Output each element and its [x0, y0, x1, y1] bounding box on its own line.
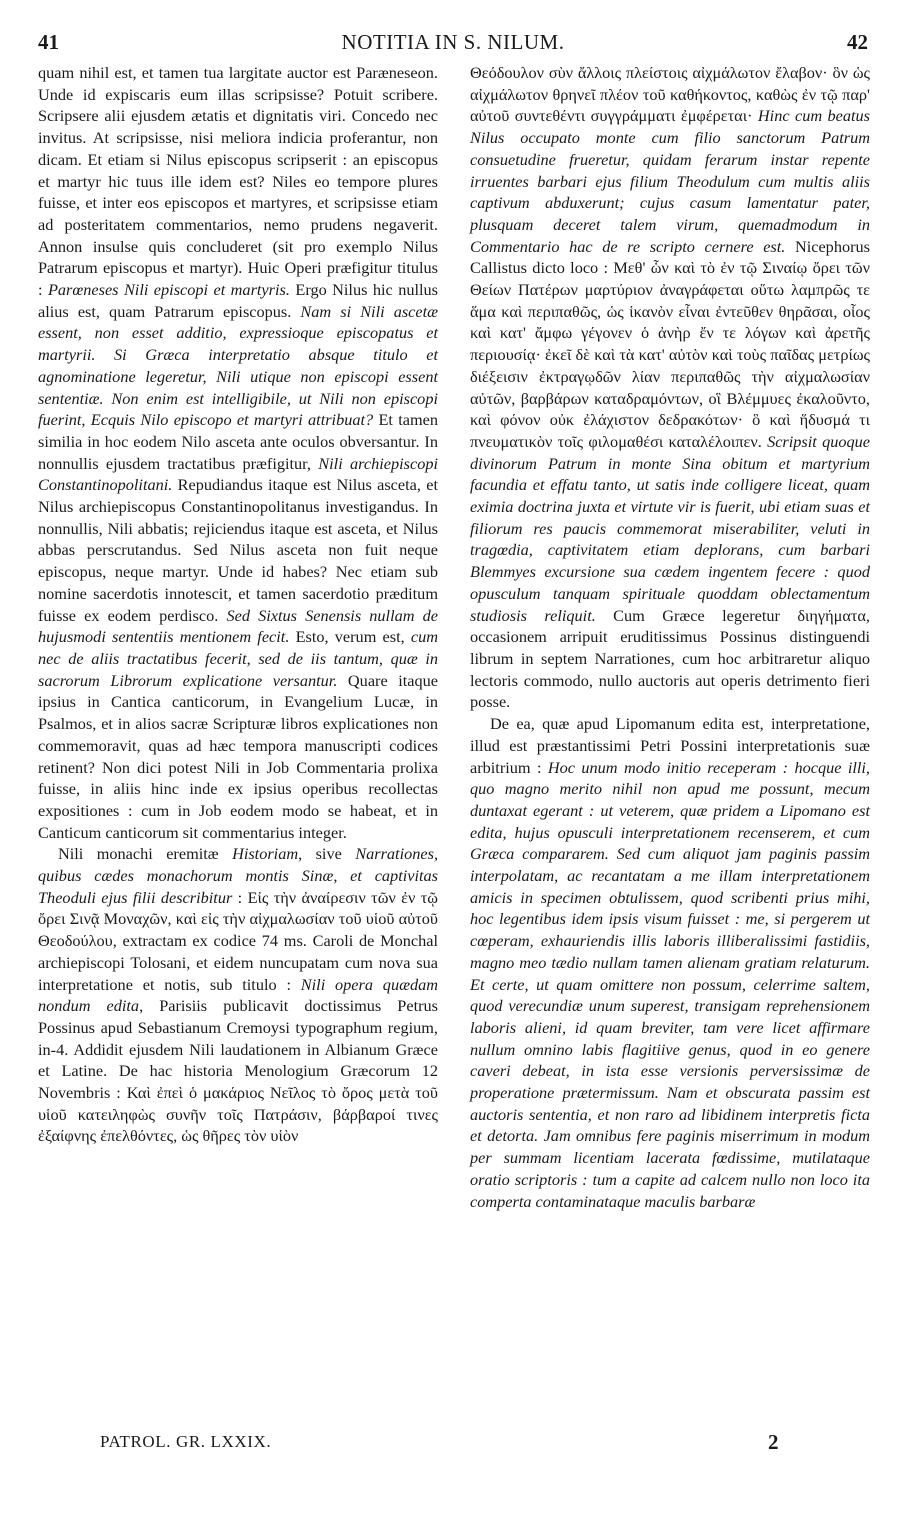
- signature-mark: PATROL. GR. LXXIX.: [100, 1432, 272, 1451]
- right-paragraph-2: [470, 713, 870, 1212]
- sheet-number: 2: [768, 1430, 779, 1454]
- italic-run: cum nec de aliis tractatibus fecerit, sed de iis tantum, quæ in sacrorum Librorum explicatione versantur.: [38, 627, 438, 690]
- left-column: [38, 62, 438, 1147]
- text-run: quam nihil est, et tamen tua largitate auctor est Paræneseon. Unde id expiscaris eum illas scripsisse? Potuit scribere. Scripsere alii ejusdem ætatis et dignitatis viri. Concedo nec invitus. At scripsisse, nisi meliora indicia proferantur, non dicam. Et etiam si Nilus episcopus scripserit : an episcopus et martyr hic tuus ille idem est? Niles eo tempore plures fuisse, et inter eos episcopos et martyres, et scripsisse etiam ad posteritatem commentarios, nemo prudens negaverit. Annon insulse quis concluderet (sit pro exemplo Nilus Patrarum episcopus et martyr). Huic Operi præfigitur titulus :: [38, 63, 438, 300]
- text-run: , sive: [298, 844, 356, 864]
- text-run: Ergo Nilus hic nullus alius est, quam Patrarum episcopus.: [38, 280, 438, 321]
- running-title: NOTITIA IN S. NILUM.: [341, 30, 565, 54]
- right-paragraph-1: [470, 62, 870, 713]
- text-run: Esto, verum est,: [289, 627, 411, 647]
- page-number-right: 42: [847, 30, 868, 54]
- italic-run: Nam si Nili ascetæ essent, non esset additio, expressioque episcopatus et martyrii. Si Græca interpretatio absque titulo et agnominatione legeretur, Nili utique non episcopi essent sententiæ. Non enim est intelligibile, ut Nili non episcopi fuerint, Ecquis Nilo episcopo et martyri attribuat?: [38, 301, 439, 430]
- page-number-left: 41: [38, 30, 59, 54]
- italic-run: Parœneses Nili episcopi et martyris.: [47, 280, 290, 300]
- italic-run: Hoc unum modo initio receperam : hocque illi, quo magno merito nihil non apud me possunt, mecum duntaxat egerant : ut veterem, quæ pridem a Lipomano est edita, hujus opusculi interpretationem recenserem, et cum Græca compararem. Sed cum aliquot jam paginis passim interpolatam, ac recantatam a me illam interpretationem amicis in specimen obtulissem, quod scribenti prius mihi, hoc legentibus idem ipsis visum fuisset : me, si pergerem ut cœperam, exhauriendis illis laboris illiberalissimi fastidiis, magno meo tædio nullam tamen alienam gratiam relaturum. Et certe, ut quam omittere non possum, celerrime saltem, quod verecundiæ unum superest, transigam reprehensionem laboris alieni, id quam breviter, tam vere licet affirmare nullum omnino labis flagitiive genus, quod in eo genere caveri debeat, in ista esse versionis perversissimæ de properatione prætermissum. Nam et obscurata passim est auctoris sententia, et non raro ad libidinem interpretis ficta et detorta. Jam omnibus fere paginis miserrimum in modum per summam licentiam lacerata fœdissime, mutilataque oratio scriptoris : tum a capite ad calcem nullo non loco ita comperta contaminataque maculis barbaræ: [470, 757, 871, 1211]
- italic-run: Nili archiepiscopi Constantinopolitani.: [38, 453, 438, 495]
- italic-run: Hinc cum beatus Nilus occupato monte cum filio sanctorum Patrum consuetudine frueretur, quidam ferarum instar repente irruentes barbari ejus filium Theodulum cum multis aliis captivum abduxerunt; cujus casum lamentatur pater, plusquam deceret talem virum, quemadmodum in Commentario hac de re scripto cernere est.: [470, 106, 871, 256]
- text-run: , Parisiis publicavit doctissimus Petrus Possinus apud Sebastianum Cremoysi typographum regium, in-4. Addidit ejusdem Nili laudationem in Albianum Græce et Latine. De hac historia Menologium Græcorum 12 Novembris : Καὶ ἐπεὶ ὁ μακάριος Νεῖλος τὸ ὄρος μετὰ τοῦ υἱοῦ κατειληφὼς συνῆν τοῖς Πατράσιν, βάρβαροί τινες ἐξαίφνης ἐπελθόντες, ὡς θῆρες τὸν υἱὸν: [38, 996, 439, 1146]
- text-run: Θεόδουλον σὺν ἄλλοις πλείστοις αἰχμάλωτον ἔλαβον· ὃν ὡς αἰχμάλωτον θρηνεῖ πλέον τοῦ καθήκοντος, καθὼς ἐν τῷ παρ' αὐτοῦ συντεθέντι συγγράμματι ἐμφέρεται·: [470, 63, 870, 126]
- text-run: De ea, quæ apud Lipomanum edita est, interpretatione, illud est præstantissimi Petri Possini interpretationis suæ arbitrium :: [470, 714, 870, 777]
- text-run: Repudiandus itaque est Nilus asceta, et Nilus archiepiscopus Constantinopolitanus investigandus. In nonnullis, Nili abbatis; rejiciendus itaque est asceta, et Nilus abbas perscrutandus. Sed Nilus asceta non fuit neque episcopus, neque martyr. Unde id habes? Nec etiam sub nomine sacerdotis innotescit, et tamen sacerdotio præditum fuisse ex eodem perdisco.: [38, 475, 438, 625]
- italic-run: Nili opera quædam nondum edita: [38, 974, 438, 1016]
- text-run: Cum Græce legeretur διηγήματα, occasionem arripuit eruditissimus Possinus distinguendi librum in septem Narrationes, cum hoc arbitraretur aliquo lectoris commodo, nullo auctoris aut operis detrimento fieri posse.: [470, 605, 870, 712]
- text-run: Nili monachi eremitæ: [58, 844, 233, 864]
- right-column: [470, 62, 870, 1212]
- italic-run: Sed Sixtus Senensis nullam de hujusmodi sententiis mentionem fecit.: [38, 605, 438, 647]
- italic-run: Historiam: [232, 844, 299, 864]
- left-paragraph-1: [38, 62, 438, 843]
- italic-run: Scripsit quoque divinorum Patrum in monte Sina obitum et martyrium facundia et effatu tanto, ut satis inde colligere liceat, quam eximia doctrina juxta et virtute vir is fuerit, ubi etiam suas et filiorum res paucis commemorat miserabiliter, veluti in tragœdia, captivitatem etiam deplorans, cum barbari Blemmyes excursione sua cædem ingentem fecere : quod opusculum tanquam spirituale quoddam oblectamentum studiosis reliquit.: [470, 431, 870, 625]
- text-run: : Εἰς τὴν ἀναίρεσιν τῶν ἐν τῷ ὄρει Σινᾷ Μοναχῶν, καὶ εἰς τὴν αἰχμαλωσίαν τοῦ υἱοῦ αὐτοῦ Θεοδούλου, extractam ex codice 74 ms. Caroli de Monchal archiepiscopi Tolosani, et eidem nuncupatam cum nova sua interpretatione et notis, sub titulo :: [38, 887, 438, 994]
- text-run: Et tamen similia in hoc eodem Nilo asceta ante oculos obversantur. In nonnullis ejusdem tractatibus præfigitur,: [38, 410, 438, 473]
- left-paragraph-2: [38, 843, 438, 1147]
- text-run: Quare itaque ipsius in Cantica canticorum, in Evangelium Lucæ, in Psalmos, et in alios sacræ Scripturæ libros explicationes non commemoravit, quas ad hæc tempora manuscripti codices retinent? Non dici potest Nili in Job Commentaria prolixa fuisse, in aliis hinc inde ex ipsius operibus recollectas expositiones : cum in Job eodem modo se habeat, et in Canticum canticorum sit commentarius integer.: [38, 670, 438, 842]
- text-run: Nicephorus Callistus dicto loco : Μεθ' ὧν καὶ τὸ ἐν τῷ Σιναίῳ ὄρει τῶν Θείων Πατέρων μαρτύριον ἀναγράφεται οὕτω λαμπρῶς τε ἅμα καὶ περιπαθῶς, ὡς ἱκανὸν εἶναι ἐντεῦθεν θηρᾶσαι, οἷος καὶ κατ' ἄμφω γέγονεν ὁ ἀνὴρ ἔν τε λόγων καὶ ἀρετῆς περιουσίᾳ· ἐκεῖ δὲ καὶ τὰ κατ' αὐτὸν καὶ τοὺς παῖδας μετρίως διέξεισιν ἐκτραγῳδῶν λίαν περιπαθῶς τὴν αἰχμαλωσίαν αὐτῶν, βαρβάρων καταδραμόντων, οἳ Βλέμμυες ἐκαλοῦντο, καὶ φόνον οὐκ ἐλάχιστον δεδρακότων· ὃ καὶ ἥδυσμά τι πνευματικὸν τοῖς φιλομαθέσι καταλέλοιπεν.: [470, 236, 870, 451]
- italic-run: Narrationes, quibus cædes monachorum montis Sinæ, et captivitas Theoduli ejus filii describitur: [38, 844, 439, 907]
